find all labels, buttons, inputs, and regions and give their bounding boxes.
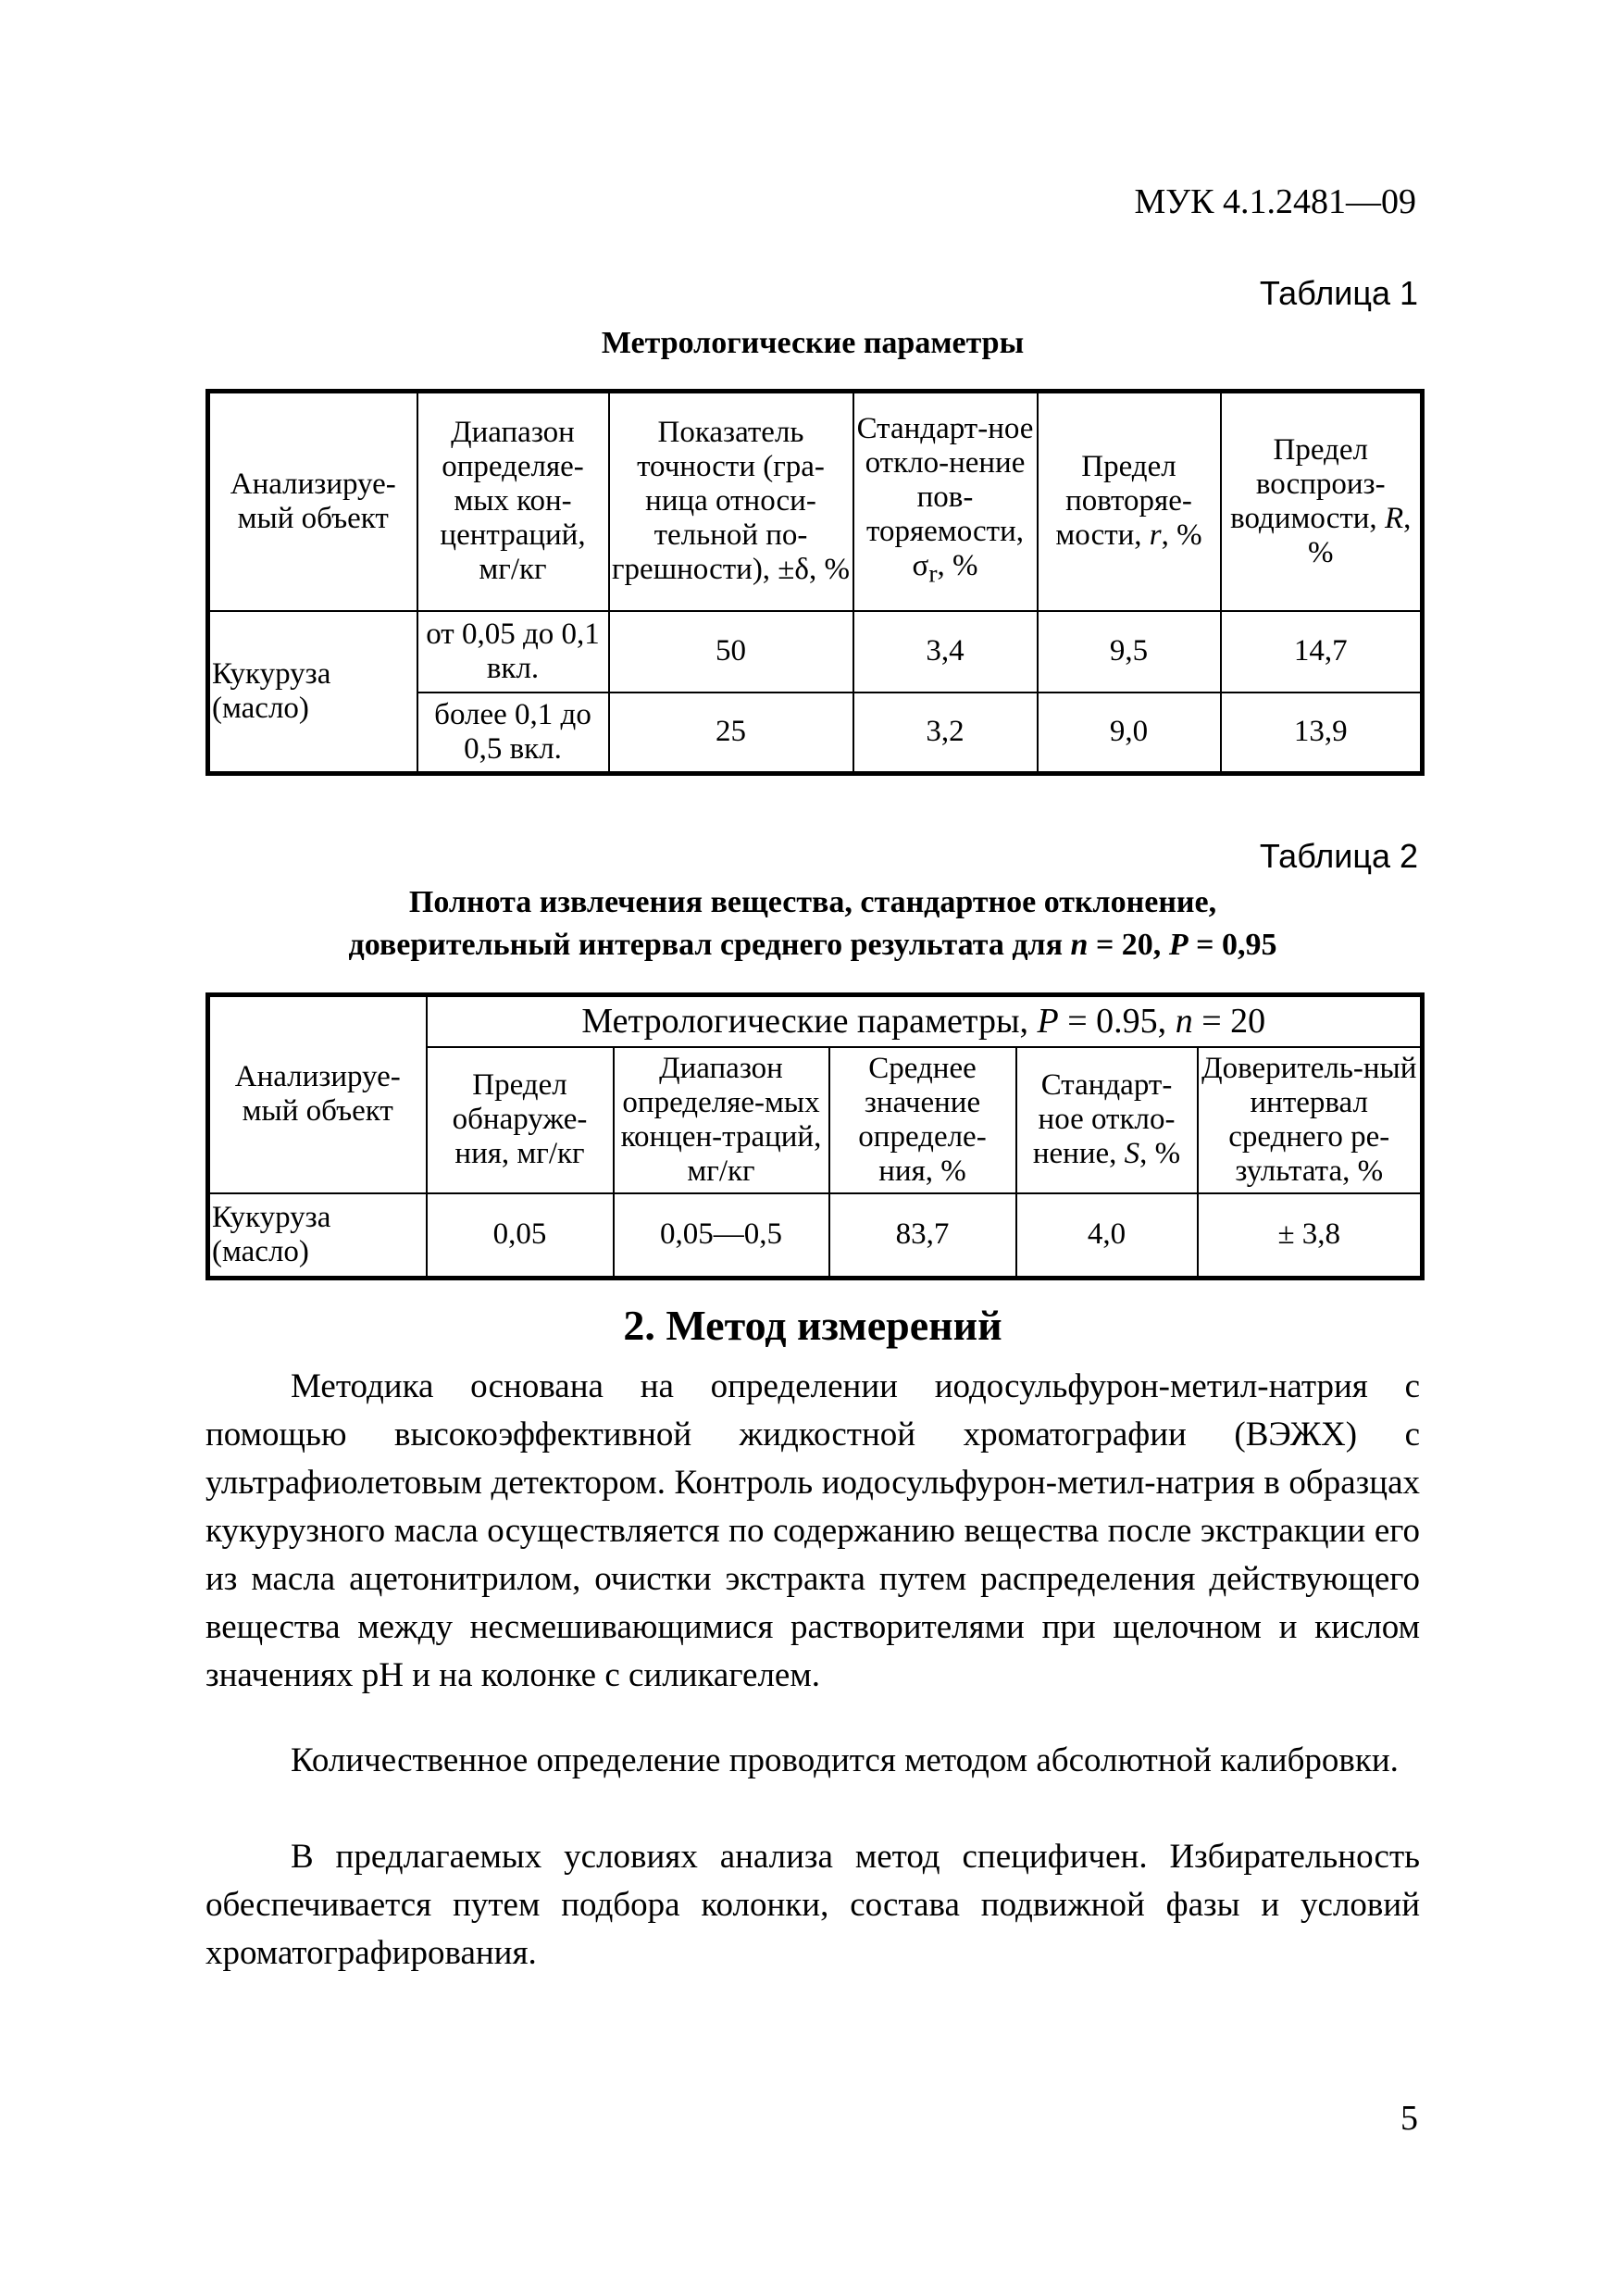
t2-mean-cell: 83,7 bbox=[829, 1193, 1016, 1279]
t1-header-repeat-symbol: r bbox=[1149, 518, 1162, 553]
t1-range-cell: от 0,05 до 0,1 вкл. bbox=[417, 611, 609, 693]
t2-span-n-val: = 20 bbox=[1192, 1002, 1266, 1042]
t2-range-cell: 0,05—0,5 bbox=[614, 1193, 829, 1279]
t2-span-n: n bbox=[1175, 1002, 1193, 1042]
t1-range-cell: более 0,1 до 0,5 вкл. bbox=[417, 693, 609, 774]
t2-caption-p: P bbox=[1168, 928, 1189, 962]
t1-header-reprod-unit: , % bbox=[1308, 501, 1412, 569]
t1-accuracy-cell: 50 bbox=[609, 611, 853, 693]
table1 bbox=[205, 389, 1425, 776]
document-code: МУК 4.1.2481—09 bbox=[1134, 182, 1416, 221]
t2-header-sd bbox=[1016, 1047, 1198, 1193]
paragraph-text: В предлагаемых условиях анализа метод специфичен. Избирательность обеспечивается путем подбора колонки, состава подвижной фазы и условий хроматографирования. bbox=[205, 1838, 1420, 1972]
t2-caption-n: n bbox=[1070, 928, 1089, 962]
table2-caption bbox=[205, 881, 1420, 967]
t1-header-accuracy: Показатель точности (гра-ница относи-тельной по-грешности), ±δ, % bbox=[609, 392, 853, 611]
table2-label: Таблица 2 bbox=[1259, 837, 1418, 875]
t1-reprod-cell: 14,7 bbox=[1221, 611, 1423, 693]
table1-caption: Метрологические параметры bbox=[601, 326, 1025, 360]
t1-header-repeat-unit: , % bbox=[1161, 518, 1202, 553]
t2-header-sd-unit: , % bbox=[1139, 1137, 1181, 1170]
t1-accuracy-cell: 25 bbox=[609, 693, 853, 774]
t1-header-repeat-text: Предел повторяе-мости, bbox=[1055, 450, 1192, 553]
t1-header-sd-unit: , % bbox=[937, 549, 978, 583]
paragraph-3 bbox=[205, 1833, 1420, 1978]
table-row bbox=[208, 611, 1423, 693]
t2-header-object: Анализируе-мый объект bbox=[208, 995, 427, 1193]
page-number: 5 bbox=[1400, 2099, 1418, 2138]
table2 bbox=[205, 992, 1425, 1280]
t2-header-sd-text: Стандарт-ное откло-нение, bbox=[1032, 1068, 1176, 1170]
t2-span-p: P bbox=[1037, 1002, 1059, 1042]
t2-caption-line2: доверительный интервал среднего результата для bbox=[348, 928, 1064, 962]
t2-header-span bbox=[427, 995, 1423, 1047]
paragraph-text: Количественное определение проводится методом абсолютной калибровки. bbox=[291, 1741, 1399, 1779]
t1-header-sd-text: Стандарт-ное откло-нение пов-торяемости, bbox=[856, 412, 1034, 549]
t2-header-range: Диапазон определяе-мых концен-траций, мг/кг bbox=[614, 1047, 829, 1193]
t2-caption-n-val: = 20, bbox=[1088, 928, 1169, 962]
t1-reprod-cell: 13,9 bbox=[1221, 693, 1423, 774]
t1-header-reprod-symbol: R bbox=[1384, 501, 1404, 535]
t2-span-p-val: = 0.95, bbox=[1058, 1002, 1176, 1042]
table1-header-row bbox=[208, 392, 1423, 611]
paragraph-2 bbox=[205, 1737, 1420, 1785]
t2-header-detect: Предел обнаруже-ния, мг/кг bbox=[427, 1047, 614, 1193]
t2-caption-line1: Полнота извлечения вещества, стандартное отклонение, bbox=[408, 885, 1217, 919]
t1-header-sd-sub: r bbox=[928, 559, 938, 589]
paragraph-text: Методика основана на определении иодосульфурон-метил-натрия с помощью высокоэффективной жидкостной хроматографии (ВЭЖХ) с ультрафиолетовым детектором. Контроль иодосульфурон-метил-натрия в образцах кукурузного масла осуществляется по содержанию вещества после экстракции его из масла ацетонитрилом, очистки экстракта путем распределения действующего вещества между несмешивающимися растворителями при щелочном и кислом значениях pH и на колонке с силикагелем. bbox=[205, 1367, 1420, 1694]
t2-span-text: Метрологические параметры, bbox=[581, 1002, 1038, 1042]
t2-sd-cell: 4,0 bbox=[1016, 1193, 1198, 1279]
table-row bbox=[208, 1193, 1423, 1279]
t1-repeat-cell: 9,5 bbox=[1038, 611, 1221, 693]
t2-caption-p-val: = 0,95 bbox=[1188, 928, 1277, 962]
t1-header-object: Анализируе-мый объект bbox=[208, 392, 417, 611]
t2-detect-cell: 0,05 bbox=[427, 1193, 614, 1279]
t1-sd-cell: 3,4 bbox=[853, 611, 1038, 693]
t2-header-sd-symbol: S bbox=[1124, 1137, 1140, 1170]
section-heading: 2. Метод измерений bbox=[623, 1302, 1002, 1349]
t1-repeat-cell: 9,0 bbox=[1038, 693, 1221, 774]
t2-object-cell: Кукуруза (масло) bbox=[208, 1193, 427, 1279]
t1-object-cell: Кукуруза (масло) bbox=[208, 611, 417, 774]
t1-header-range: Диапазон определяе-мых кон-центраций, мг/кг bbox=[417, 392, 609, 611]
t1-header-reprod bbox=[1221, 392, 1423, 611]
table1-label: Таблица 1 bbox=[1259, 274, 1418, 312]
paragraph-1 bbox=[205, 1363, 1420, 1700]
t2-header-ci: Доверитель-ный интервал среднего ре-зультата, % bbox=[1198, 1047, 1423, 1193]
t1-header-sd bbox=[853, 392, 1038, 611]
t1-header-repeat bbox=[1038, 392, 1221, 611]
t2-header-mean: Среднее значение определе-ния, % bbox=[829, 1047, 1016, 1193]
t1-sd-cell: 3,2 bbox=[853, 693, 1038, 774]
t1-header-reprod-text: Предел воспроиз-водимости, bbox=[1230, 432, 1386, 535]
t2-ci-cell: ± 3,8 bbox=[1198, 1193, 1423, 1279]
table2-header-row bbox=[208, 995, 1423, 1047]
t1-header-sd-symbol: σ bbox=[912, 549, 929, 583]
